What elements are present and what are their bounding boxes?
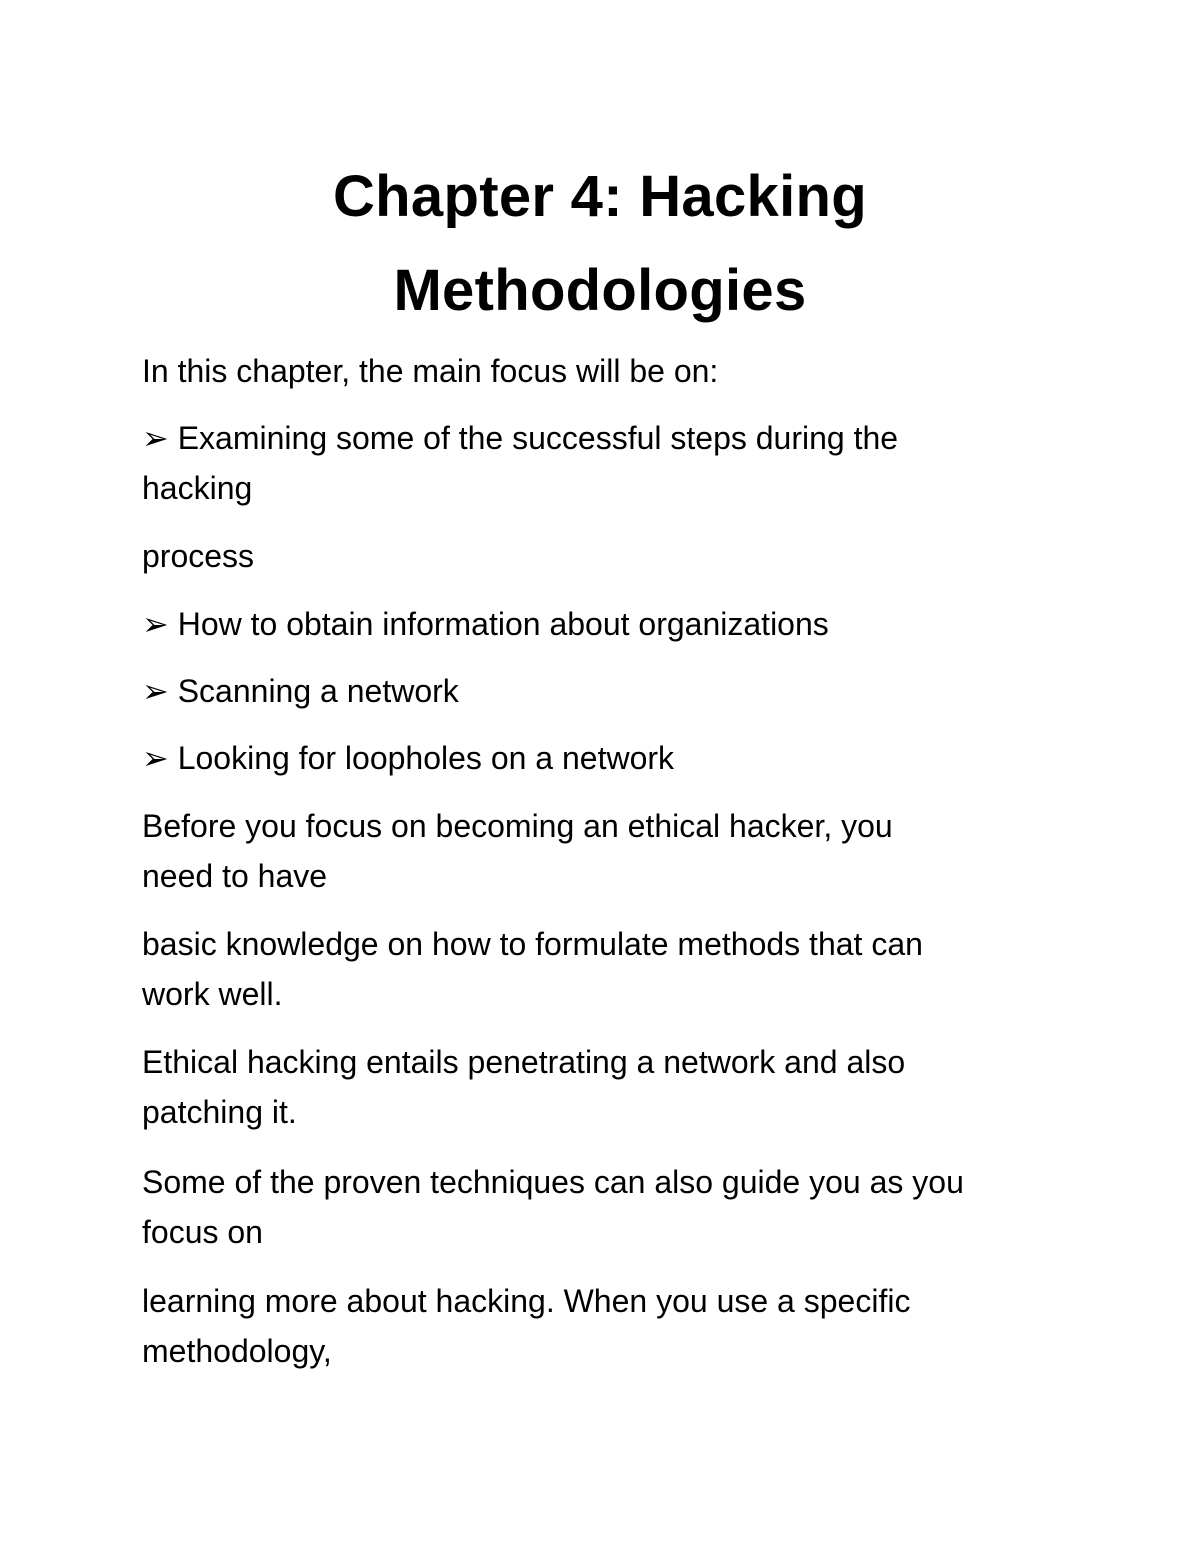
text-line: focus on xyxy=(142,1214,263,1250)
intro-paragraph xyxy=(142,346,1062,396)
text-line: basic knowledge on how to formulate methods that can xyxy=(142,926,923,962)
text-line: process xyxy=(142,538,255,574)
chapter-title-line-1: Chapter 4: Hacking xyxy=(333,164,867,229)
text-line: Some of the proven techniques can also guide you as you xyxy=(142,1164,964,1200)
text-line: Ethical hacking entails penetrating a network and also xyxy=(142,1044,906,1080)
text-line: ➢ Scanning a network xyxy=(142,673,459,709)
text-line: learning more about hacking. When you use a specific xyxy=(142,1283,911,1319)
paragraph-learning-more xyxy=(142,1276,1062,1376)
bullet-item-obtain-information xyxy=(142,599,1062,649)
paragraph-basic-knowledge xyxy=(142,919,1062,1019)
paragraph-before-you-focus xyxy=(142,801,1062,901)
text-line: ➢ Examining some of the successful steps during the xyxy=(142,420,899,456)
text-line: work well. xyxy=(142,976,283,1012)
chapter-title xyxy=(142,150,1058,338)
paragraph-ethical-hacking xyxy=(142,1037,1062,1137)
text-line: need to have xyxy=(142,858,328,894)
bullet-item-examining-steps xyxy=(142,413,1062,513)
text-line: ➢ Looking for loopholes on a network xyxy=(142,740,675,776)
text-line: patching it. xyxy=(142,1094,297,1130)
text-line: In this chapter, the main focus will be on: xyxy=(142,353,719,389)
text-line: Before you focus on becoming an ethical hacker, you xyxy=(142,808,893,844)
text-line: methodology, xyxy=(142,1333,332,1369)
bullet-item-looking-for-loopholes xyxy=(142,733,1062,783)
text-line: hacking xyxy=(142,470,253,506)
bullet-item-scanning-network xyxy=(142,666,1062,716)
chapter-title-line-2: Methodologies xyxy=(393,258,807,323)
text-line: ➢ How to obtain information about organizations xyxy=(142,606,829,642)
paragraph-process xyxy=(142,531,1062,581)
paragraph-proven-techniques xyxy=(142,1157,1062,1257)
